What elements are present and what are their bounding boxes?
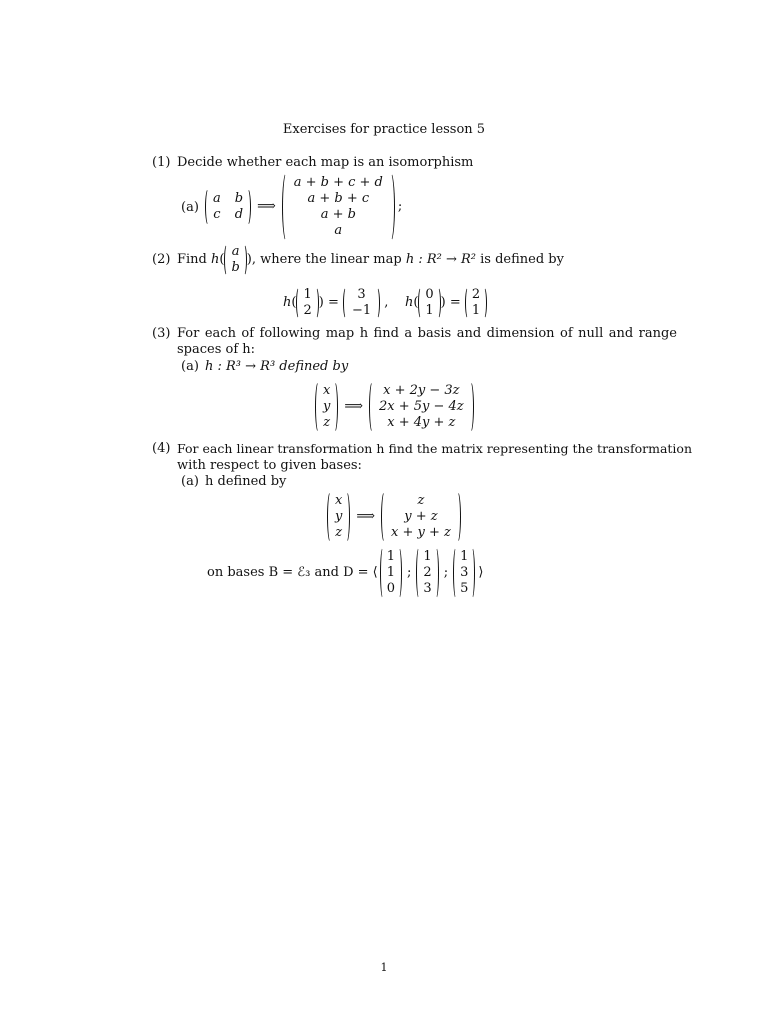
- exercise-4a-bases: on bases B = ℰ₃ and D = ⟨ 1 1 0 ; 1 2 3 ; 1 3 5 ⟩: [207, 547, 483, 599]
- implies-arrow: ⟹: [344, 399, 363, 414]
- exercise-4-line-2: with respect to given bases:: [177, 458, 362, 473]
- exercise-2-definition: h ( 1 2 ) = 3 −1 , h ( 0 1 ) = 2 1: [283, 286, 487, 320]
- implies-arrow: ⟹: [356, 509, 375, 524]
- exercise-4a-label: (a): [181, 474, 199, 489]
- exercise-1a-formula: a b c d ⟹ a + b + c + d a + b + c a + b a ;: [205, 172, 402, 242]
- exercise-3-line-2: spaces of h:: [177, 342, 256, 357]
- exercise-1-text: Decide whether each map is an isomorphism: [177, 155, 474, 170]
- exercise-3a-text: h : R³ → R³ defined by: [205, 359, 349, 374]
- exercise-2-text: Find h ( a b ), where the linear map h : R² → R² is defined by: [177, 244, 564, 275]
- matrix-2x2: a b c d: [213, 191, 244, 222]
- exercise-3-number: (3): [152, 326, 171, 341]
- exercise-3a-formula: x y z ⟹ x + 2y − 3z 2x + 5y − 4z x + 4y + z: [315, 381, 474, 433]
- page-number: 1: [380, 961, 388, 974]
- exercise-3-line-1: For each of following map h find a basis and dimension of null and range: [177, 326, 677, 341]
- exercise-1a-label: (a): [181, 200, 199, 215]
- exercise-4a-text: h defined by: [205, 474, 287, 489]
- image-vector: a + b + c + d a + b + c a + b a: [293, 175, 383, 238]
- exercise-4-line-1: For each linear transformation h find the matrix representing the transformation: [177, 441, 692, 456]
- implies-arrow: ⟹: [257, 199, 276, 214]
- exercise-4-number: (4): [152, 441, 171, 456]
- exercise-2-number: (2): [152, 252, 171, 267]
- page-title: Exercises for practice lesson 5: [282, 122, 486, 137]
- exercise-4a-formula: x y z ⟹ z y + z x + y + z: [327, 491, 461, 543]
- exercise-1-number: (1): [152, 155, 171, 170]
- exercise-3a-label: (a): [181, 359, 199, 374]
